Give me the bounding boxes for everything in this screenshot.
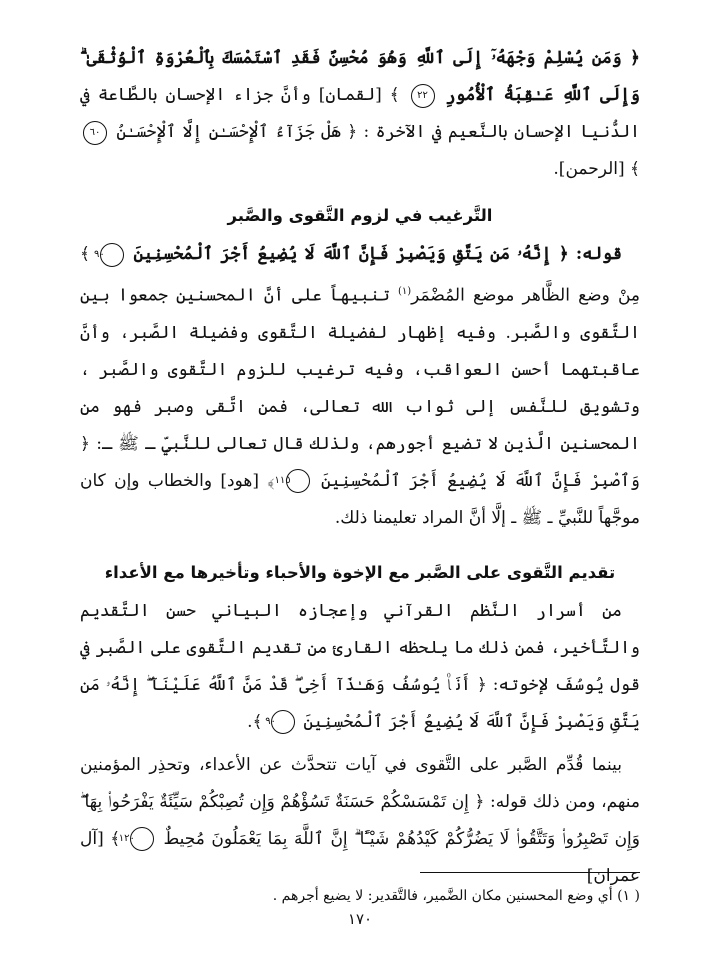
paragraph-text: ﴾ مِنْ وضع الظَّاهر موضع المُضْمَر xyxy=(80,244,640,306)
ayah-number-marker: ٩٠ xyxy=(271,710,295,734)
ayah-number-marker: ٩٠ xyxy=(100,243,124,267)
footnote-divider xyxy=(420,872,640,873)
ayah-number-marker: ٢٢ xyxy=(411,84,435,108)
paragraph-text: تنبيهاً على أنَّ المحسنين جمعوا بين التَّقوى والصَّبر. وفيه إظهار لفضيلة التَّقوى وفضيلة الصَّبر، وأنَّ عاقبتهما أحسن العواقب، وفيه ترغيب للزوم التَّقوى والصَّبر ، وتشويق للنَّفس إلى ثواب الله تعالى، فمن اتَّقى وصبر فهو من المحسنين الَّذين لا تضيع أجورهم، ولذلك قال تعالى للنَّبيِّ ـ ﷺ ـ: ﴿ وَٱصْبِرْ فَإِنَّ ٱللَّهَ لَا يُضِيعُ أَجْرَ ٱلْمُحْسِنِينَ xyxy=(80,285,641,491)
paragraph-text: ﴾. xyxy=(247,711,263,732)
ayah-number-marker: ٦٠ xyxy=(83,121,107,145)
ayah-number-marker: ١١٥ xyxy=(286,469,310,493)
paragraph-text: ﴾ [لقمان] وأنَّ جزاء الإحسان بالطَّاعة في الدُّنيا الإحسان بالنَّعيم في الآخرة : ﴿ هَلْ جَزَآءُ ٱلْإِحْسَـٰنِ إِلَّا ٱلْإِحْسَـٰنُ xyxy=(80,85,640,142)
quran-verse-yusuf: قوله: ﴿ إِنَّهُۥ مَن يَتَّقِ وَيَصْبِرْ فَإِنَّ ٱللَّهَ لَا يُضِيعُ أَجْرَ ٱلْمُحْسِنِينَ xyxy=(133,244,623,264)
paragraph-text: ﴾ [هود] والخطاب وإن كان موجَّهاً للنَّبيِّ ـ ﷺ ـ إلَّا أنَّ المراد تعليمنا ذلك. xyxy=(80,470,640,528)
paragraph-text: بينما قُدِّم الصَّبر على التَّقوى في آيات تتحدَّث عن الأعداء، وتحذِر المؤمنين منهم، ومن ذلك قوله: ﴿ إِن تَمْسَسْكُمْ حَسَنَةٌ تَسُؤْهُمْ وَإِن تُصِبْكُمْ سَيِّئَةٌ يَفْرَحُوا۟ بِهَا ۖ وَإِن تَصْبِرُوا۟ وَتَتَّقُوا۟ لَا يَضُرُّكُمْ كَيْدُهُمْ شَيْـًٔا ۗ إِنَّ ٱللَّهَ بِمَا يَعْمَلُونَ مُحِيطٌ xyxy=(80,754,640,849)
footnote: ( ١) أي وضع المحسنين مكان الضَّمير، فالتَّقدير: لا يضيع أجرهم . xyxy=(272,888,640,904)
paragraph-ordering xyxy=(80,593,640,741)
paragraph-encouragement xyxy=(80,236,640,537)
paragraph-text: من أسرار النَّظم القرآني وإعجازه البياني حسن التَّقديم والتَّأخير، فمن ذلك ما يلحظه القارئ من تقديم التَّقوى على الصَّبر في قول يُوسُفَ لإخوته: ﴿ أَنَا۠ يُوسُفُ وَهَـٰذَآ أَخِى ۖ قَدْ مَنَّ ٱللَّهُ عَلَيْنَآ ۖ إِنَّهُۥ مَن يَتَّقِ وَيَصْبِرْ فَإِنَّ ٱللَّهَ لَا يُضِيعُ أَجْرَ ٱلْمُحْسِنِينَ xyxy=(80,600,640,732)
section-heading: التَّرغيب في لزوم التَّقوى والصَّبر xyxy=(227,206,493,225)
paragraph-luqman xyxy=(80,40,640,188)
surah-reference: ﴾ [آل عمران] xyxy=(80,828,640,886)
section-heading: تقديم التَّقوى على الصَّبر مع الإخوة والأحباء وتأخيرها مع الأعداء xyxy=(104,562,616,582)
surah-reference: ﴾ [الرحمن]. xyxy=(553,159,640,179)
quran-verse-luqman: ﴿ وَمَن يُسْلِمْ وَجْهَهُۥٓ إِلَى ٱللَّهِ وَهُوَ مُحْسِنٌ فَقَدِ ٱسْتَمْسَكَ بِٱلْعُرْوَةِ ٱلْوُثْقَىٰ ۗ وَإِلَى ٱللَّهِ عَـٰقِبَةُ ٱلْأُمُورِ xyxy=(80,48,641,105)
footnote-reference[interactable]: (١) xyxy=(397,286,412,297)
page-number: ١٧٠ xyxy=(347,910,373,928)
book-page xyxy=(80,40,640,940)
ayah-number-marker: ١٢٠ xyxy=(130,827,154,851)
